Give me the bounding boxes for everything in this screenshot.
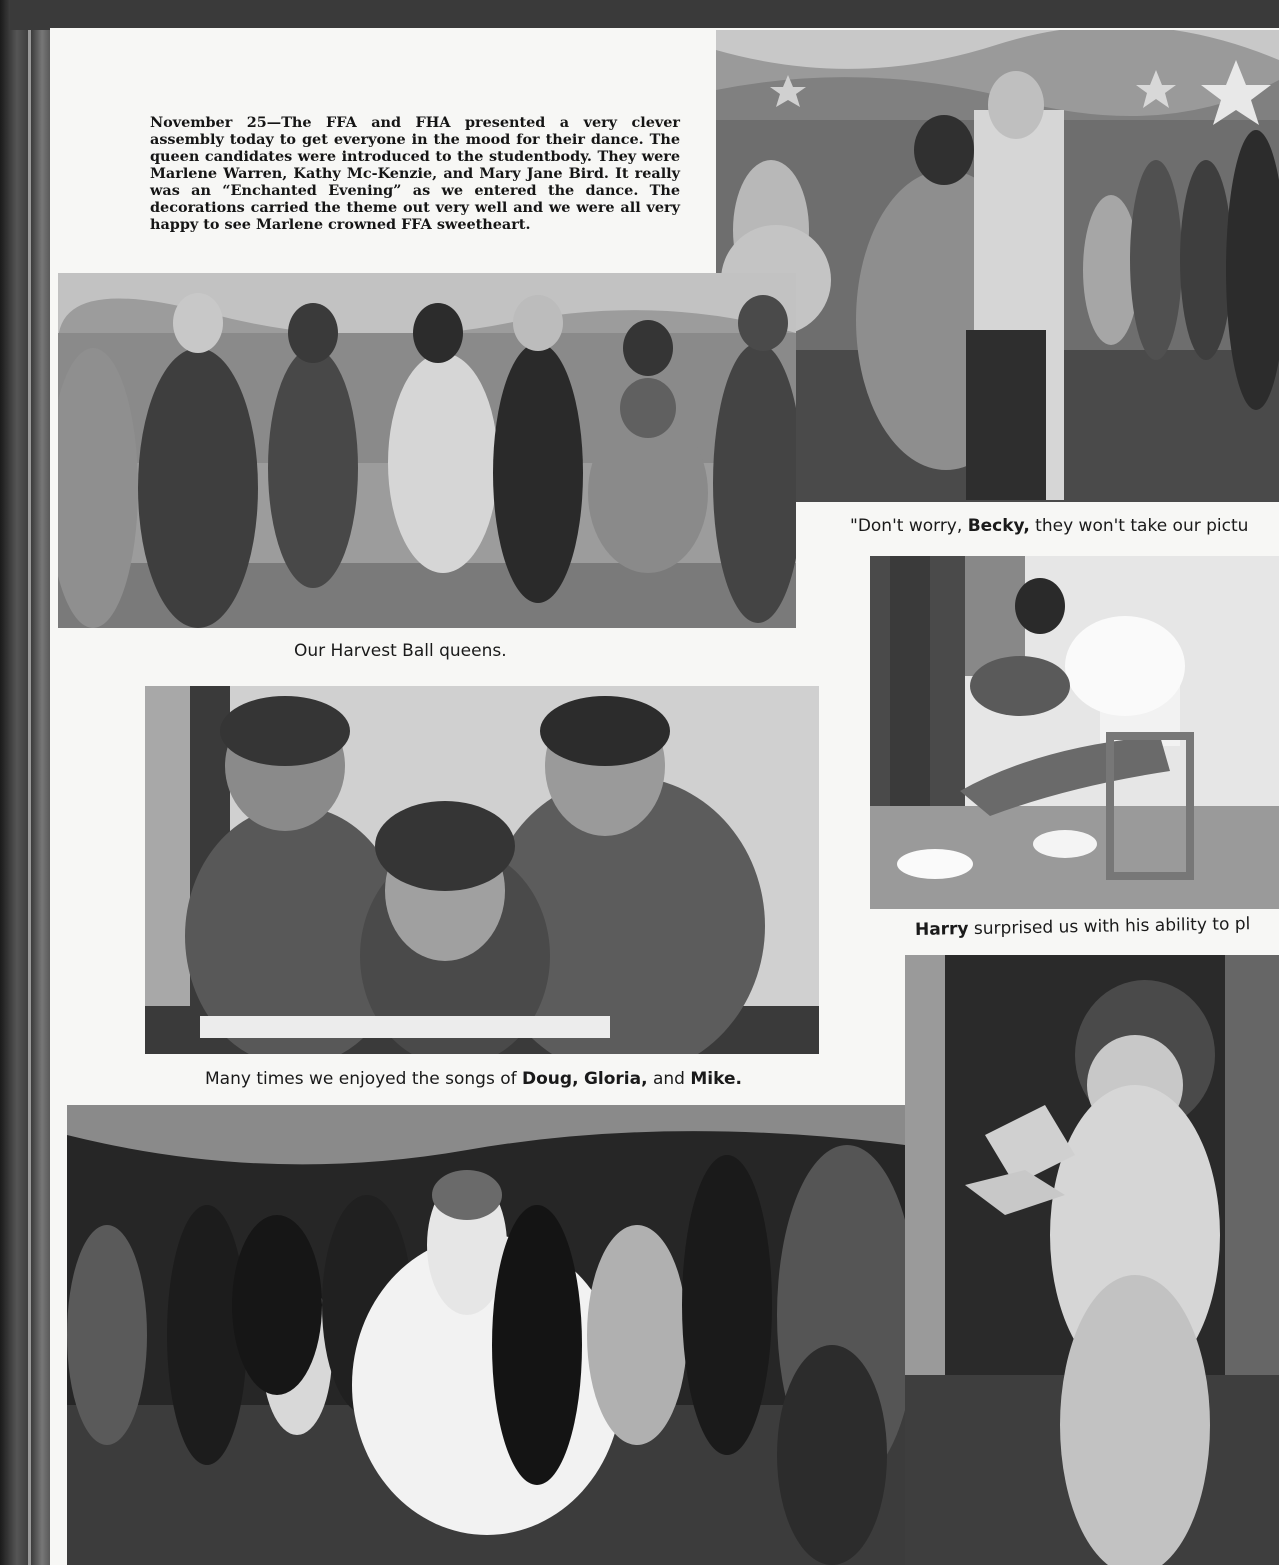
caption-becky-pre: "Don't worry, (850, 516, 968, 536)
page-top-edge (10, 0, 1279, 30)
photo-dancing-woman (905, 955, 1279, 1565)
intro-date: November 25 (150, 114, 267, 131)
photo-queens-lineup (58, 273, 796, 628)
caption-songs-and: and (647, 1069, 691, 1089)
photo-guitar-player (870, 556, 1279, 909)
caption-harry-name: Harry (914, 919, 969, 940)
caption-songs (205, 1069, 742, 1089)
photo-dancing-couple (716, 30, 1279, 502)
photo-singers (145, 686, 819, 1054)
caption-songs-gloria: Gloria, (583, 1069, 648, 1089)
caption-songs-doug: Doug, (522, 1069, 579, 1089)
caption-queens: Our Harvest Ball queens. (294, 641, 507, 661)
caption-becky-post: they won't take our pictu (1029, 516, 1249, 536)
caption-songs-pre: Many times we enjoyed the songs of (205, 1069, 523, 1089)
intro-text: —The FFA and FHA presented a very clever assembly today to get everyone in the mood for their dance. The queen candidates were introduced to the studentbody. They were Marlene Warren, Kathy Mc-Kenzie, and Mary Jane Bird. It really was an “Enchanted Evening” as we entered the dance. The decorations carried the theme out very well and we were all very happy to see Marlene crowned FFA sweetheart. (150, 114, 680, 233)
caption-becky (850, 516, 1279, 536)
caption-harry-post: surprised us with his ability to pl (968, 914, 1251, 940)
intro-paragraph (150, 114, 680, 233)
book-binding (0, 0, 56, 1565)
photo-dance-floor (67, 1105, 905, 1565)
caption-songs-mike: Mike. (690, 1069, 742, 1089)
caption-becky-name: Becky, (967, 516, 1030, 536)
